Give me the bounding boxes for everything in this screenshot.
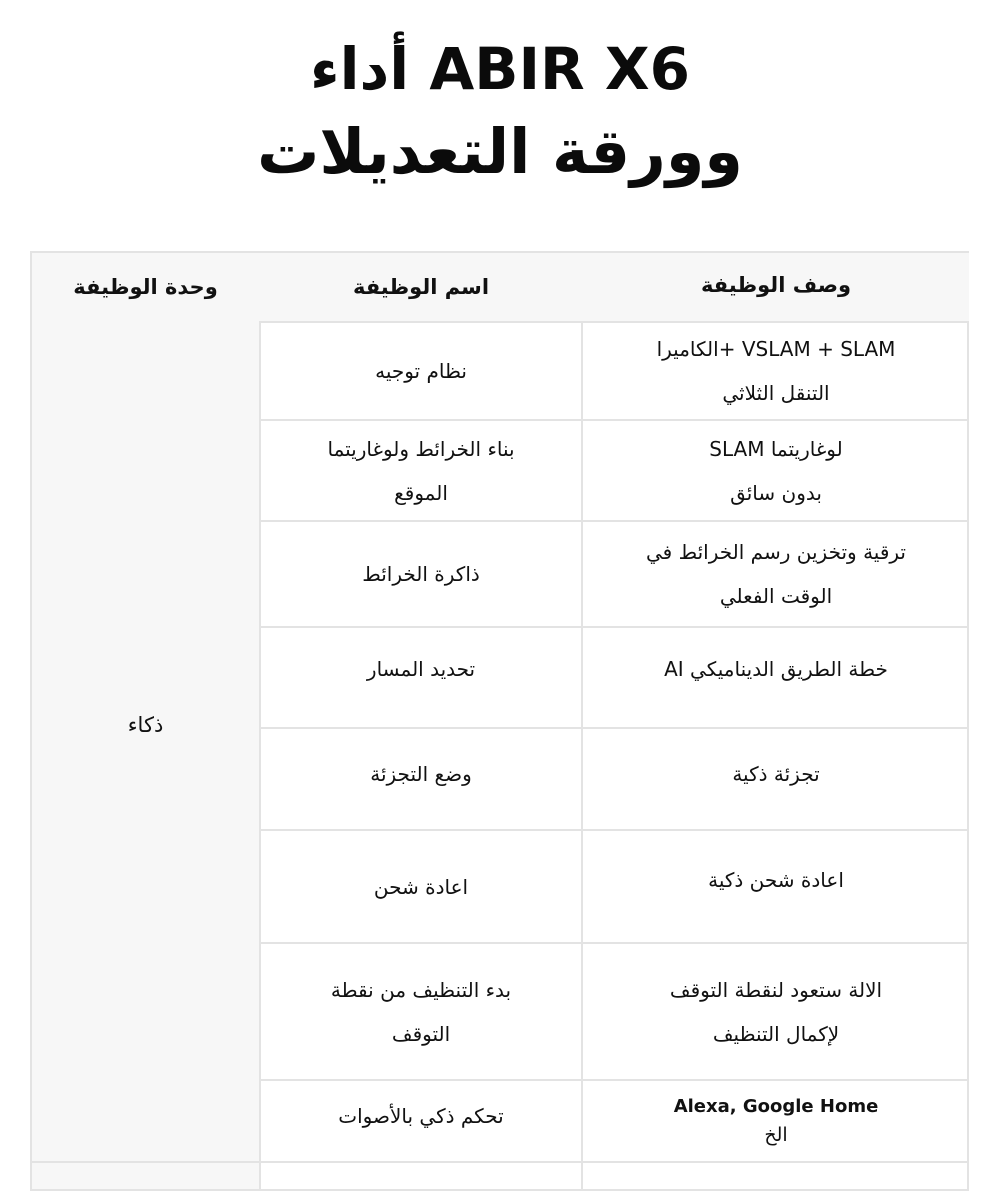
header-unit: وحدة الوظيفة bbox=[73, 275, 218, 299]
name-line: اعادة شحن bbox=[373, 874, 469, 899]
table-row-name bbox=[261, 522, 581, 626]
name-line: بناء الخرائط ولوغاريتما bbox=[327, 436, 515, 461]
table-row-description bbox=[583, 323, 969, 419]
description-line: اعادة شحن ذكية bbox=[708, 867, 844, 892]
unit-column bbox=[32, 321, 259, 1189]
spec-table bbox=[30, 251, 969, 1191]
table-row-description bbox=[583, 729, 969, 819]
header-description: وصف الوظيفة bbox=[700, 273, 852, 297]
name-line: بدء التنظيف من نقطة bbox=[330, 977, 512, 1002]
table-row-name bbox=[261, 628, 581, 710]
table-row-description bbox=[583, 421, 969, 520]
table-row-name bbox=[261, 944, 581, 1079]
description-line: ترقية وتخزين رسم الخرائط في bbox=[646, 540, 906, 564]
name-line: التوقف bbox=[391, 1021, 451, 1046]
name-line: تحكم ذكي بالأصوات bbox=[338, 1104, 504, 1128]
description-line: لوغاريتما SLAM bbox=[709, 436, 843, 461]
description-line: Alexa, Google Home bbox=[673, 1096, 879, 1117]
name-line: نظام توجيه bbox=[375, 359, 467, 383]
table-row-description bbox=[583, 522, 969, 626]
name-line: وضع التجزئة bbox=[370, 762, 472, 786]
description-line: لإكمال التنظيف bbox=[712, 1021, 840, 1046]
page-title-line-2: وورقة التعديلات bbox=[257, 115, 743, 188]
unit-value: ذكاء bbox=[127, 712, 164, 737]
table-row-description bbox=[583, 1081, 969, 1161]
table-row-name bbox=[261, 831, 581, 942]
description-line: VSLAM + SLAM +الكاميرا bbox=[656, 337, 896, 361]
row-divider bbox=[32, 1161, 969, 1163]
header-name: اسم الوظيفة bbox=[352, 275, 490, 299]
description-line: بدون سائق bbox=[730, 480, 822, 505]
table-row-description bbox=[583, 944, 969, 1079]
description-line: الوقت الفعلي bbox=[719, 584, 833, 608]
table-row-description bbox=[583, 628, 969, 710]
name-line: ذاكرة الخرائط bbox=[362, 562, 480, 586]
description-line: الالة ستعود لنقطة التوقف bbox=[669, 977, 883, 1002]
table-row-name bbox=[261, 729, 581, 819]
table-row-description bbox=[583, 831, 969, 928]
table-row-name bbox=[261, 323, 581, 419]
page-title-line-1: أداء ABIR X6 bbox=[310, 35, 690, 103]
table-row-name bbox=[261, 1081, 581, 1151]
name-line: تحديد المسار bbox=[366, 657, 476, 681]
description-line: خطة الطريق الديناميكي AI bbox=[664, 657, 888, 681]
name-line: الموقع bbox=[394, 480, 448, 505]
table-header bbox=[32, 253, 969, 323]
description-line: التنقل الثلاثي bbox=[722, 381, 830, 405]
table-row-name bbox=[261, 421, 581, 520]
description-line: الخ bbox=[764, 1124, 788, 1146]
description-line: تجزئة ذكية bbox=[732, 762, 820, 786]
